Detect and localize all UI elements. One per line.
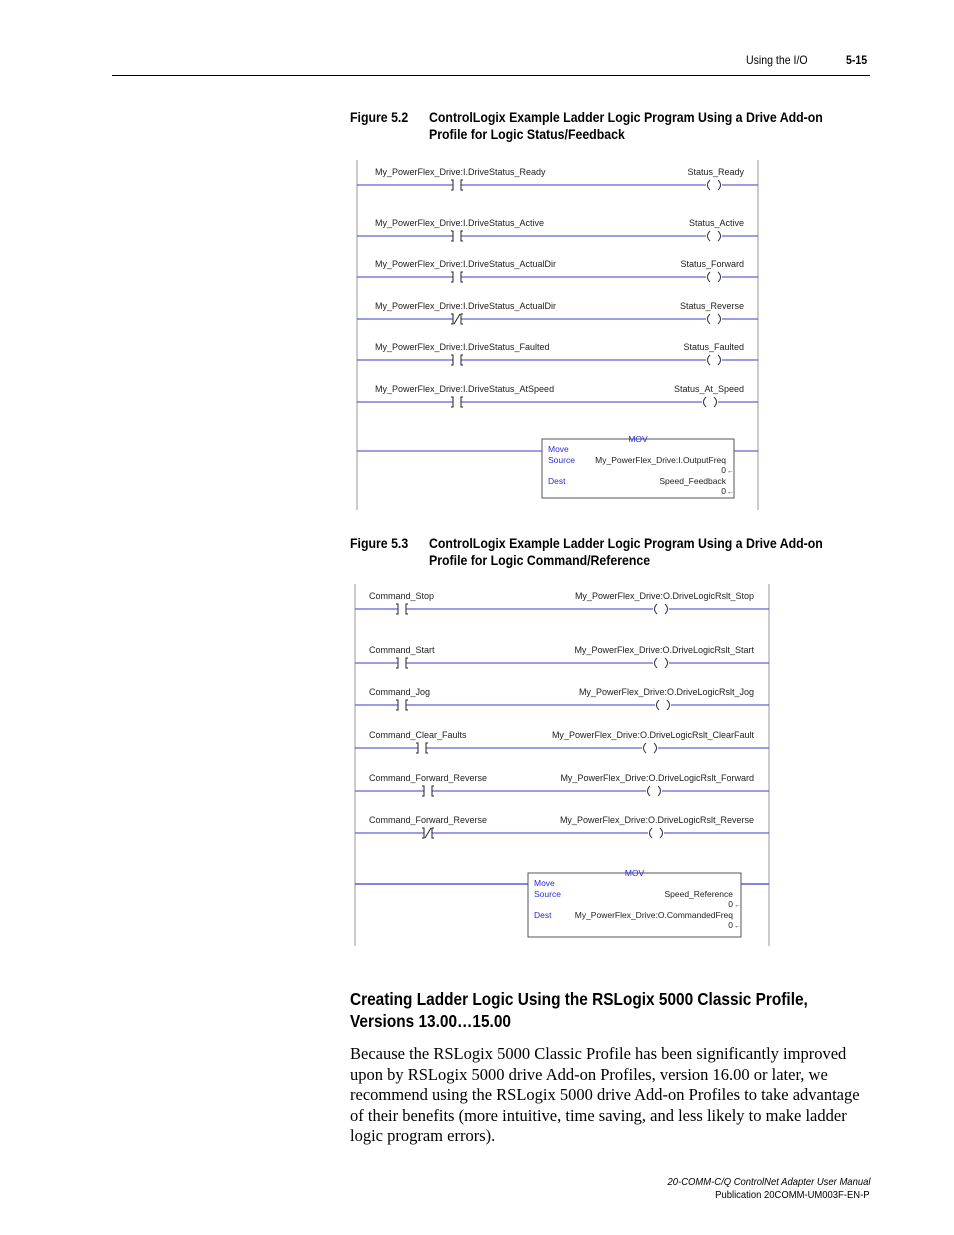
mov-source-tag: Speed_Reference (664, 889, 733, 899)
mov-dest-value: 0 (728, 920, 733, 930)
rung (355, 591, 769, 614)
figure-5-3-title: ControlLogix Example Ladder Logic Program Using a Drive Add-on Profile for Logic Command/Reference (429, 535, 823, 568)
mov-rung (355, 868, 769, 937)
contact-tag-label: Command_Stop (369, 591, 435, 601)
coil-left-icon (650, 828, 653, 838)
mov-dest-arrow-icon: ← (734, 923, 741, 930)
coil-tag-label: Status_Ready (687, 167, 744, 177)
coil-tag-label: My_PowerFlex_Drive:O.DriveLogicRslt_Jog (578, 687, 754, 697)
rung (357, 167, 758, 190)
rung (355, 645, 769, 668)
coil-right-icon (718, 355, 721, 365)
coil-right-icon (714, 397, 717, 407)
mov-name: Move (534, 878, 555, 888)
contact-tag-label: My_PowerFlex_Drive:I.DriveStatus_Faulted (375, 342, 550, 352)
rung (357, 301, 758, 324)
header-rule (112, 75, 870, 76)
mov-source-label: Source (534, 889, 561, 899)
mov-title: MOV (624, 868, 645, 878)
figure-5-3-label: Figure 5.3 (350, 535, 409, 551)
coil-right-icon (665, 658, 668, 668)
contact-tag-label: My_PowerFlex_Drive:I.DriveStatus_ActualDir (375, 259, 557, 269)
mov-instruction-box (542, 439, 734, 498)
coil-tag-label: My_PowerFlex_Drive:O.DriveLogicRslt_ClearFault (551, 730, 754, 740)
rung (357, 384, 758, 407)
coil-left-icon (708, 272, 711, 282)
coil-tag-label: My_PowerFlex_Drive:O.DriveLogicRslt_Start (574, 645, 754, 655)
coil-tag-label: Status_Faulted (683, 342, 744, 352)
mov-source-tag: My_PowerFlex_Drive:I.OutputFreq (595, 455, 726, 465)
rung (357, 342, 758, 365)
mov-rung (357, 434, 758, 498)
mov-name: Move (548, 444, 569, 454)
figure-5-2-title: ControlLogix Example Ladder Logic Program Using a Drive Add-on Profile for Logic Status/Feedback (429, 109, 823, 142)
coil-right-icon (665, 604, 668, 614)
contact-tag-label: Command_Forward_Reverse (369, 815, 488, 825)
coil-left-icon (708, 355, 711, 365)
ladder-diagram-status-feedback (340, 160, 780, 512)
coil-left-icon (655, 604, 658, 614)
mov-source-arrow-icon: ← (734, 902, 741, 909)
coil-left-icon (708, 231, 711, 241)
mov-source-value: 0 (728, 899, 733, 909)
coil-right-icon (718, 272, 721, 282)
rung (355, 687, 769, 710)
coil-right-icon (718, 180, 721, 190)
coil-right-icon (718, 231, 721, 241)
coil-right-icon (658, 786, 661, 796)
mov-title: MOV (628, 434, 648, 444)
rung (355, 815, 769, 838)
mov-dest-arrow-icon: ← (727, 489, 734, 496)
mov-source-value: 0 (721, 465, 726, 475)
contact-tag-label: My_PowerFlex_Drive:I.DriveStatus_Active (375, 218, 545, 228)
mov-dest-value: 0 (721, 486, 726, 496)
mov-source-arrow-icon: ← (727, 468, 734, 475)
footer-manual-title: 20-COMM-C/Q ControlNet Adapter User Manual (667, 1176, 870, 1188)
mov-source-label: Source (548, 455, 575, 465)
mov-dest-label: Dest (534, 910, 552, 920)
coil-left-icon (648, 786, 651, 796)
coil-right-icon (718, 314, 721, 324)
contact-tag-label: My_PowerFlex_Drive:I.DriveStatus_Ready (375, 167, 546, 177)
section-body: Because the RSLogix 5000 Classic Profile has been significantly improved upon by RSLogix 5000 drive Add-on Profiles, version 16.00 or later, we recommend using the RSLogix 5000 drive Add-on Profiles to take advantage of their benefits (more intuitive, time saving, and less likely to make ladder logic program errors). (350, 1044, 860, 1146)
mov-dest-tag: Speed_Feedback (659, 476, 726, 486)
contact-tag-label: My_PowerFlex_Drive:I.DriveStatus_ActualDir (375, 301, 557, 311)
contact-tag-label: Command_Jog (369, 687, 431, 697)
coil-left-icon (644, 743, 647, 753)
coil-left-icon (704, 397, 707, 407)
contact-negation-icon (454, 314, 460, 324)
section-heading: Creating Ladder Logic Using the RSLogix 5000 Classic Profile, Versions 13.00…15.00 (350, 989, 808, 1031)
contact-tag-label: My_PowerFlex_Drive:I.DriveStatus_AtSpeed (375, 384, 555, 394)
coil-right-icon (667, 700, 670, 710)
mov-dest-tag: My_PowerFlex_Drive:O.CommandedFreq (574, 910, 733, 920)
rung (357, 259, 758, 282)
running-header-section: Using the I/O (746, 53, 808, 67)
contact-tag-label: Command_Forward_Reverse (369, 773, 488, 783)
contact-negation-icon (425, 828, 431, 838)
coil-left-icon (708, 314, 711, 324)
coil-tag-label: My_PowerFlex_Drive:O.DriveLogicRslt_Forward (560, 773, 754, 783)
coil-tag-label: Status_Forward (680, 259, 744, 269)
rung (355, 730, 769, 753)
rung (357, 218, 758, 241)
contact-tag-label: Command_Clear_Faults (369, 730, 467, 740)
mov-instruction-box (528, 873, 741, 937)
ladder-diagram-command-reference (340, 584, 780, 948)
coil-right-icon (660, 828, 663, 838)
page-number: 5-15 (846, 53, 868, 67)
coil-right-icon (654, 743, 657, 753)
figure-5-2-label: Figure 5.2 (350, 109, 409, 125)
coil-left-icon (657, 700, 660, 710)
rung (355, 773, 769, 796)
coil-tag-label: Status_At_Speed (673, 384, 744, 394)
coil-tag-label: My_PowerFlex_Drive:O.DriveLogicRslt_Reverse (559, 815, 754, 825)
coil-left-icon (708, 180, 711, 190)
coil-left-icon (655, 658, 658, 668)
mov-dest-label: Dest (548, 476, 566, 486)
coil-tag-label: My_PowerFlex_Drive:O.DriveLogicRslt_Stop (574, 591, 754, 601)
contact-tag-label: Command_Start (369, 645, 435, 655)
footer-publication: Publication 20COMM-UM003F-EN-P (715, 1189, 870, 1201)
coil-tag-label: Status_Reverse (679, 301, 744, 311)
coil-tag-label: Status_Active (688, 218, 744, 228)
